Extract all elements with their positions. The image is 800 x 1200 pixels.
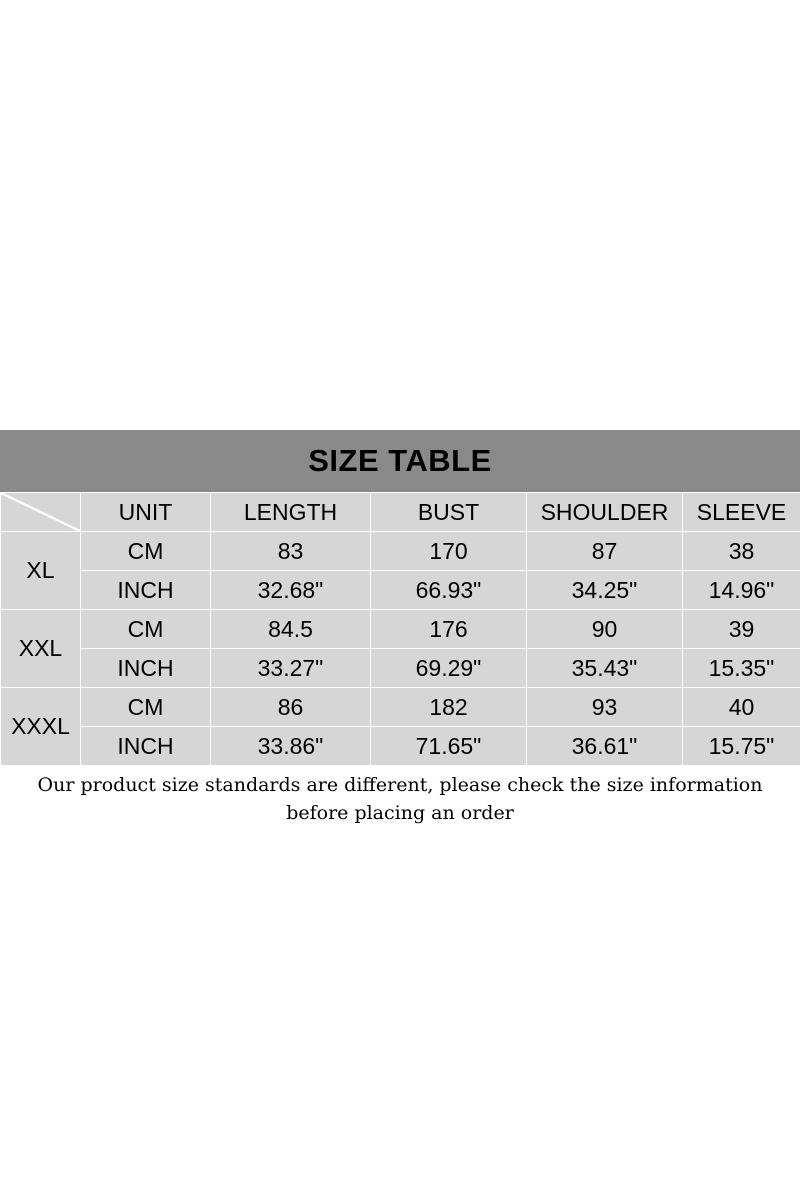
unit-label-inch: INCH (81, 649, 211, 688)
unit-label-cm: CM (81, 610, 211, 649)
cell-xxl-cm-length: 84.5 (211, 610, 371, 649)
cell-xxl-cm-sleeve: 39 (683, 610, 800, 649)
cell-xxxl-inch-sleeve: 15.75" (683, 727, 800, 766)
column-header-bust: BUST (371, 493, 527, 532)
cell-xxl-inch-sleeve: 15.35" (683, 649, 800, 688)
cell-xl-cm-shoulder: 87 (527, 532, 683, 571)
table-row (1, 532, 800, 571)
cell-xl-cm-bust: 170 (371, 532, 527, 571)
column-header-length: LENGTH (211, 493, 371, 532)
size-table-title-bar (0, 430, 800, 492)
table-header-row (1, 493, 800, 532)
size-table (0, 492, 800, 766)
column-header-sleeve: SLEEVE (683, 493, 800, 532)
cell-xxl-inch-shoulder: 35.43" (527, 649, 683, 688)
cell-xl-inch-bust: 66.93" (371, 571, 527, 610)
cell-xl-inch-length: 32.68" (211, 571, 371, 610)
cell-xl-cm-sleeve: 38 (683, 532, 800, 571)
table-row (1, 610, 800, 649)
cell-xxxl-cm-shoulder: 93 (527, 688, 683, 727)
column-header-shoulder: SHOULDER (527, 493, 683, 532)
size-chart (0, 430, 800, 827)
cell-xxxl-cm-bust: 182 (371, 688, 527, 727)
cell-xxl-cm-shoulder: 90 (527, 610, 683, 649)
table-row (1, 727, 800, 766)
size-note: Our product size standards are different, please check the size information before placing an order (0, 766, 800, 827)
unit-label-cm: CM (81, 532, 211, 571)
cell-xxxl-inch-bust: 71.65" (371, 727, 527, 766)
page-title: SIZE TABLE (308, 443, 492, 478)
corner-cell (1, 493, 81, 532)
size-label-xxl: XXL (1, 610, 81, 688)
diagonal-slash-icon (1, 493, 80, 531)
cell-xxl-cm-bust: 176 (371, 610, 527, 649)
cell-xxxl-inch-shoulder: 36.61" (527, 727, 683, 766)
cell-xl-inch-shoulder: 34.25" (527, 571, 683, 610)
table-row (1, 688, 800, 727)
cell-xxxl-cm-sleeve: 40 (683, 688, 800, 727)
cell-xxxl-cm-length: 86 (211, 688, 371, 727)
size-label-xl: XL (1, 532, 81, 610)
cell-xxl-inch-length: 33.27" (211, 649, 371, 688)
cell-xl-inch-sleeve: 14.96" (683, 571, 800, 610)
cell-xxl-inch-bust: 69.29" (371, 649, 527, 688)
unit-label-cm: CM (81, 688, 211, 727)
table-row (1, 649, 800, 688)
table-row (1, 571, 800, 610)
column-header-unit: UNIT (81, 493, 211, 532)
cell-xl-cm-length: 83 (211, 532, 371, 571)
cell-xxxl-inch-length: 33.86" (211, 727, 371, 766)
size-label-xxxl: XXXL (1, 688, 81, 766)
unit-label-inch: INCH (81, 727, 211, 766)
unit-label-inch: INCH (81, 571, 211, 610)
